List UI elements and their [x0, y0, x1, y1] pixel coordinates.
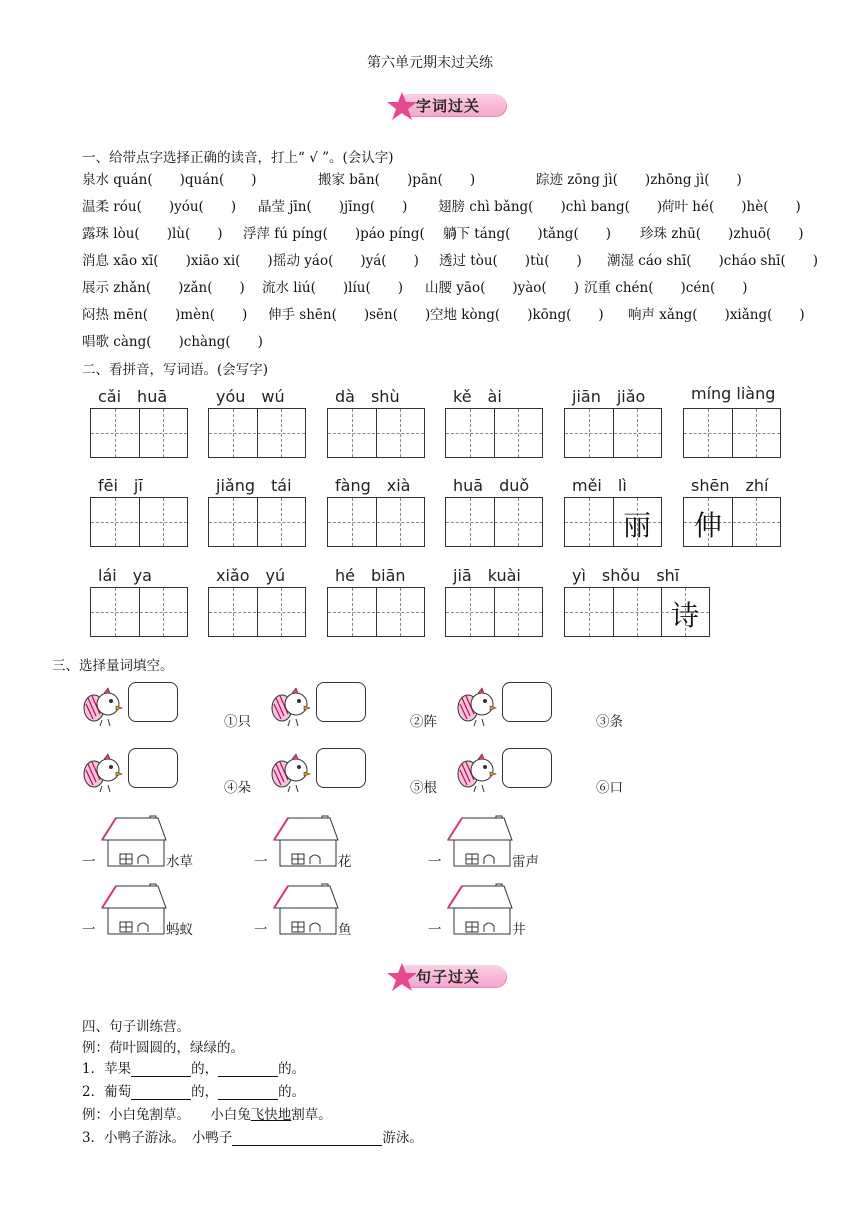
yi-label: 一 — [254, 922, 268, 938]
house-icon[interactable] — [98, 814, 168, 866]
pinyin-label: dà shù — [335, 387, 400, 406]
reading-item[interactable]: 唱歌 càng( )chàng( ) — [82, 334, 263, 350]
yi-label: 一 — [428, 922, 442, 938]
writing-grid[interactable] — [208, 587, 306, 637]
writing-grid[interactable] — [327, 497, 425, 547]
writing-grid[interactable] — [564, 587, 710, 637]
house-icon[interactable] — [270, 814, 340, 866]
pinyin-label: shēn zhí — [691, 476, 769, 495]
pinyin-label: xiǎo yú — [216, 566, 286, 585]
reading-item[interactable]: 浮萍 fú píng( )páo píng( ) — [243, 226, 458, 242]
question-2: 2．葡萄 的， 的。 — [82, 1084, 306, 1100]
measure-word-option: ③条 — [596, 714, 623, 730]
reading-item[interactable]: 空地 kòng( )kōng( ) — [430, 307, 604, 323]
example-2: 例：小白兔割草。 小白兔飞快地割草。 — [82, 1107, 332, 1123]
writing-grid[interactable] — [445, 408, 543, 458]
reading-item[interactable]: 躺下 táng( )tǎng( ) — [443, 226, 611, 242]
house-icon[interactable] — [444, 882, 514, 934]
writing-grid[interactable] — [327, 408, 425, 458]
measure-word-box[interactable] — [128, 682, 178, 722]
writing-grid[interactable] — [683, 408, 781, 458]
pinyin-label: yóu wú — [216, 387, 285, 406]
pinyin-label: míng liàng — [691, 384, 776, 403]
pinyin-label: kě ài — [453, 387, 502, 406]
pinyin-label: hé biān — [335, 566, 406, 585]
grid-character: 伸 — [693, 509, 722, 542]
banner-label: 句子过关 — [416, 968, 481, 986]
reading-item[interactable]: 潮湿 cáo shī( )cháo shī( ) — [607, 253, 818, 269]
reading-item[interactable]: 沉重 chén( )cén( ) — [584, 280, 748, 296]
bird-icon — [454, 750, 498, 794]
reading-item[interactable]: 泉水 quán( )quán( ) — [82, 172, 257, 188]
yi-label: 一 — [428, 854, 442, 870]
measure-word-option: ⑥口 — [596, 780, 623, 796]
reading-item[interactable]: 珍珠 zhū( )zhuō( ) — [640, 226, 804, 242]
pinyin-label: yì shǒu shī — [572, 566, 680, 585]
measure-word-box[interactable] — [316, 682, 366, 722]
blank[interactable] — [218, 1060, 278, 1077]
pinyin-label: jiān jiǎo — [572, 387, 646, 406]
reading-item[interactable]: 温柔 róu( )yóu( ) — [82, 199, 237, 215]
measure-word-option: ①只 — [224, 714, 251, 730]
measure-word-option: ④朵 — [224, 780, 251, 796]
bird-icon — [80, 684, 124, 728]
grid-character: 丽 — [622, 509, 651, 542]
blank[interactable] — [131, 1060, 191, 1077]
example-1: 例：荷叶圆圆的，绿绿的。 — [82, 1040, 244, 1056]
blank[interactable] — [218, 1083, 278, 1100]
section-banner-words — [384, 90, 508, 120]
bird-icon — [80, 750, 124, 794]
reading-item[interactable]: 展示 zhǎn( )zǎn( ) — [82, 280, 245, 296]
writing-grid[interactable] — [445, 497, 543, 547]
house-icon[interactable] — [98, 882, 168, 934]
writing-grid[interactable] — [208, 497, 306, 547]
writing-grid[interactable] — [208, 408, 306, 458]
noun-label: 鱼 — [338, 922, 352, 938]
reading-item[interactable]: 晶莹 jīn( )jīng( ) — [258, 199, 408, 215]
grid-character: 诗 — [670, 599, 699, 632]
measure-word-box[interactable] — [502, 682, 552, 722]
noun-label: 花 — [338, 854, 352, 870]
writing-grid[interactable] — [90, 408, 188, 458]
reading-item[interactable]: 流水 liú( )líu( ) — [262, 280, 404, 296]
page-title: 第六单元期末过关练 — [367, 55, 493, 71]
noun-label: 井 — [512, 922, 526, 938]
reading-item[interactable]: 闷热 mēn( )mèn( ) — [82, 307, 248, 323]
writing-grid[interactable] — [683, 497, 781, 547]
pinyin-label: cǎi huā — [98, 387, 168, 406]
house-icon[interactable] — [444, 814, 514, 866]
question-1: 1．苹果 的， 的。 — [82, 1061, 306, 1077]
bird-icon — [268, 750, 312, 794]
measure-word-box[interactable] — [502, 748, 552, 788]
noun-label: 水草 — [166, 854, 193, 870]
pinyin-label: lái ya — [98, 566, 152, 585]
section-1-heading: 一、给带点字选择正确的读音，打上“ √ ”。(会认字) — [82, 150, 394, 166]
section-4-heading: 四、句子训练营。 — [82, 1019, 190, 1035]
writing-grid[interactable] — [564, 408, 662, 458]
house-icon[interactable] — [270, 882, 340, 934]
reading-item[interactable]: 荷叶 hé( )hè( ) — [661, 199, 801, 215]
reading-item[interactable]: 摇动 yáo( )yá( ) — [273, 253, 419, 269]
bird-icon — [268, 684, 312, 728]
noun-label: 雷声 — [512, 854, 539, 870]
section-2-heading: 二、看拼音，写词语。(会写字) — [82, 362, 269, 378]
reading-item[interactable]: 伸手 shēn( )sēn( ) — [268, 307, 431, 323]
blank[interactable] — [131, 1083, 191, 1100]
noun-label: 蚂蚁 — [166, 922, 193, 938]
pinyin-label: jiǎng tái — [216, 476, 292, 495]
writing-grid[interactable] — [564, 497, 662, 547]
blank[interactable] — [232, 1129, 382, 1146]
pinyin-label: jiā kuài — [453, 566, 521, 585]
yi-label: 一 — [254, 854, 268, 870]
reading-item[interactable]: 翅膀 chì bǎng( )chì bang( ) — [438, 199, 663, 215]
writing-grid[interactable] — [327, 587, 425, 637]
measure-word-box[interactable] — [128, 748, 178, 788]
reading-item[interactable]: 露珠 lòu( )lù( ) — [82, 226, 223, 242]
measure-word-option: ②阵 — [410, 714, 437, 730]
measure-word-option: ⑤根 — [410, 780, 437, 796]
yi-label: 一 — [82, 922, 96, 938]
pinyin-label: huā duǒ — [453, 476, 530, 495]
writing-grid[interactable] — [445, 587, 543, 637]
section-3-heading: 三、选择量词填空。 — [52, 658, 174, 674]
yi-label: 一 — [82, 854, 96, 870]
section-banner-sentences — [384, 961, 508, 991]
pinyin-label: fēi jī — [98, 476, 143, 495]
measure-word-box[interactable] — [316, 748, 366, 788]
pinyin-label: fàng xià — [335, 476, 411, 495]
reading-item[interactable]: 消息 xāo xī( )xiāo xi( ) — [82, 253, 273, 269]
reading-item[interactable]: 山腰 yāo( )yào( ) — [425, 280, 579, 296]
pinyin-label: měi lì — [572, 476, 627, 495]
writing-grid[interactable] — [90, 587, 188, 637]
bird-icon — [454, 684, 498, 728]
writing-grid[interactable] — [90, 497, 188, 547]
question-3: 3．小鸭子游泳。 小鸭子 游泳。 — [82, 1130, 423, 1146]
reading-item[interactable]: 透过 tòu( )tù( ) — [439, 253, 582, 269]
banner-label: 字词过关 — [416, 97, 481, 115]
reading-item[interactable]: 踪迹 zōng jì( )zhōng jì( ) — [536, 172, 742, 188]
reading-item[interactable]: 搬家 bān( )pān( ) — [318, 172, 476, 188]
reading-item[interactable]: 响声 xǎng( )xiǎng( ) — [628, 307, 805, 323]
